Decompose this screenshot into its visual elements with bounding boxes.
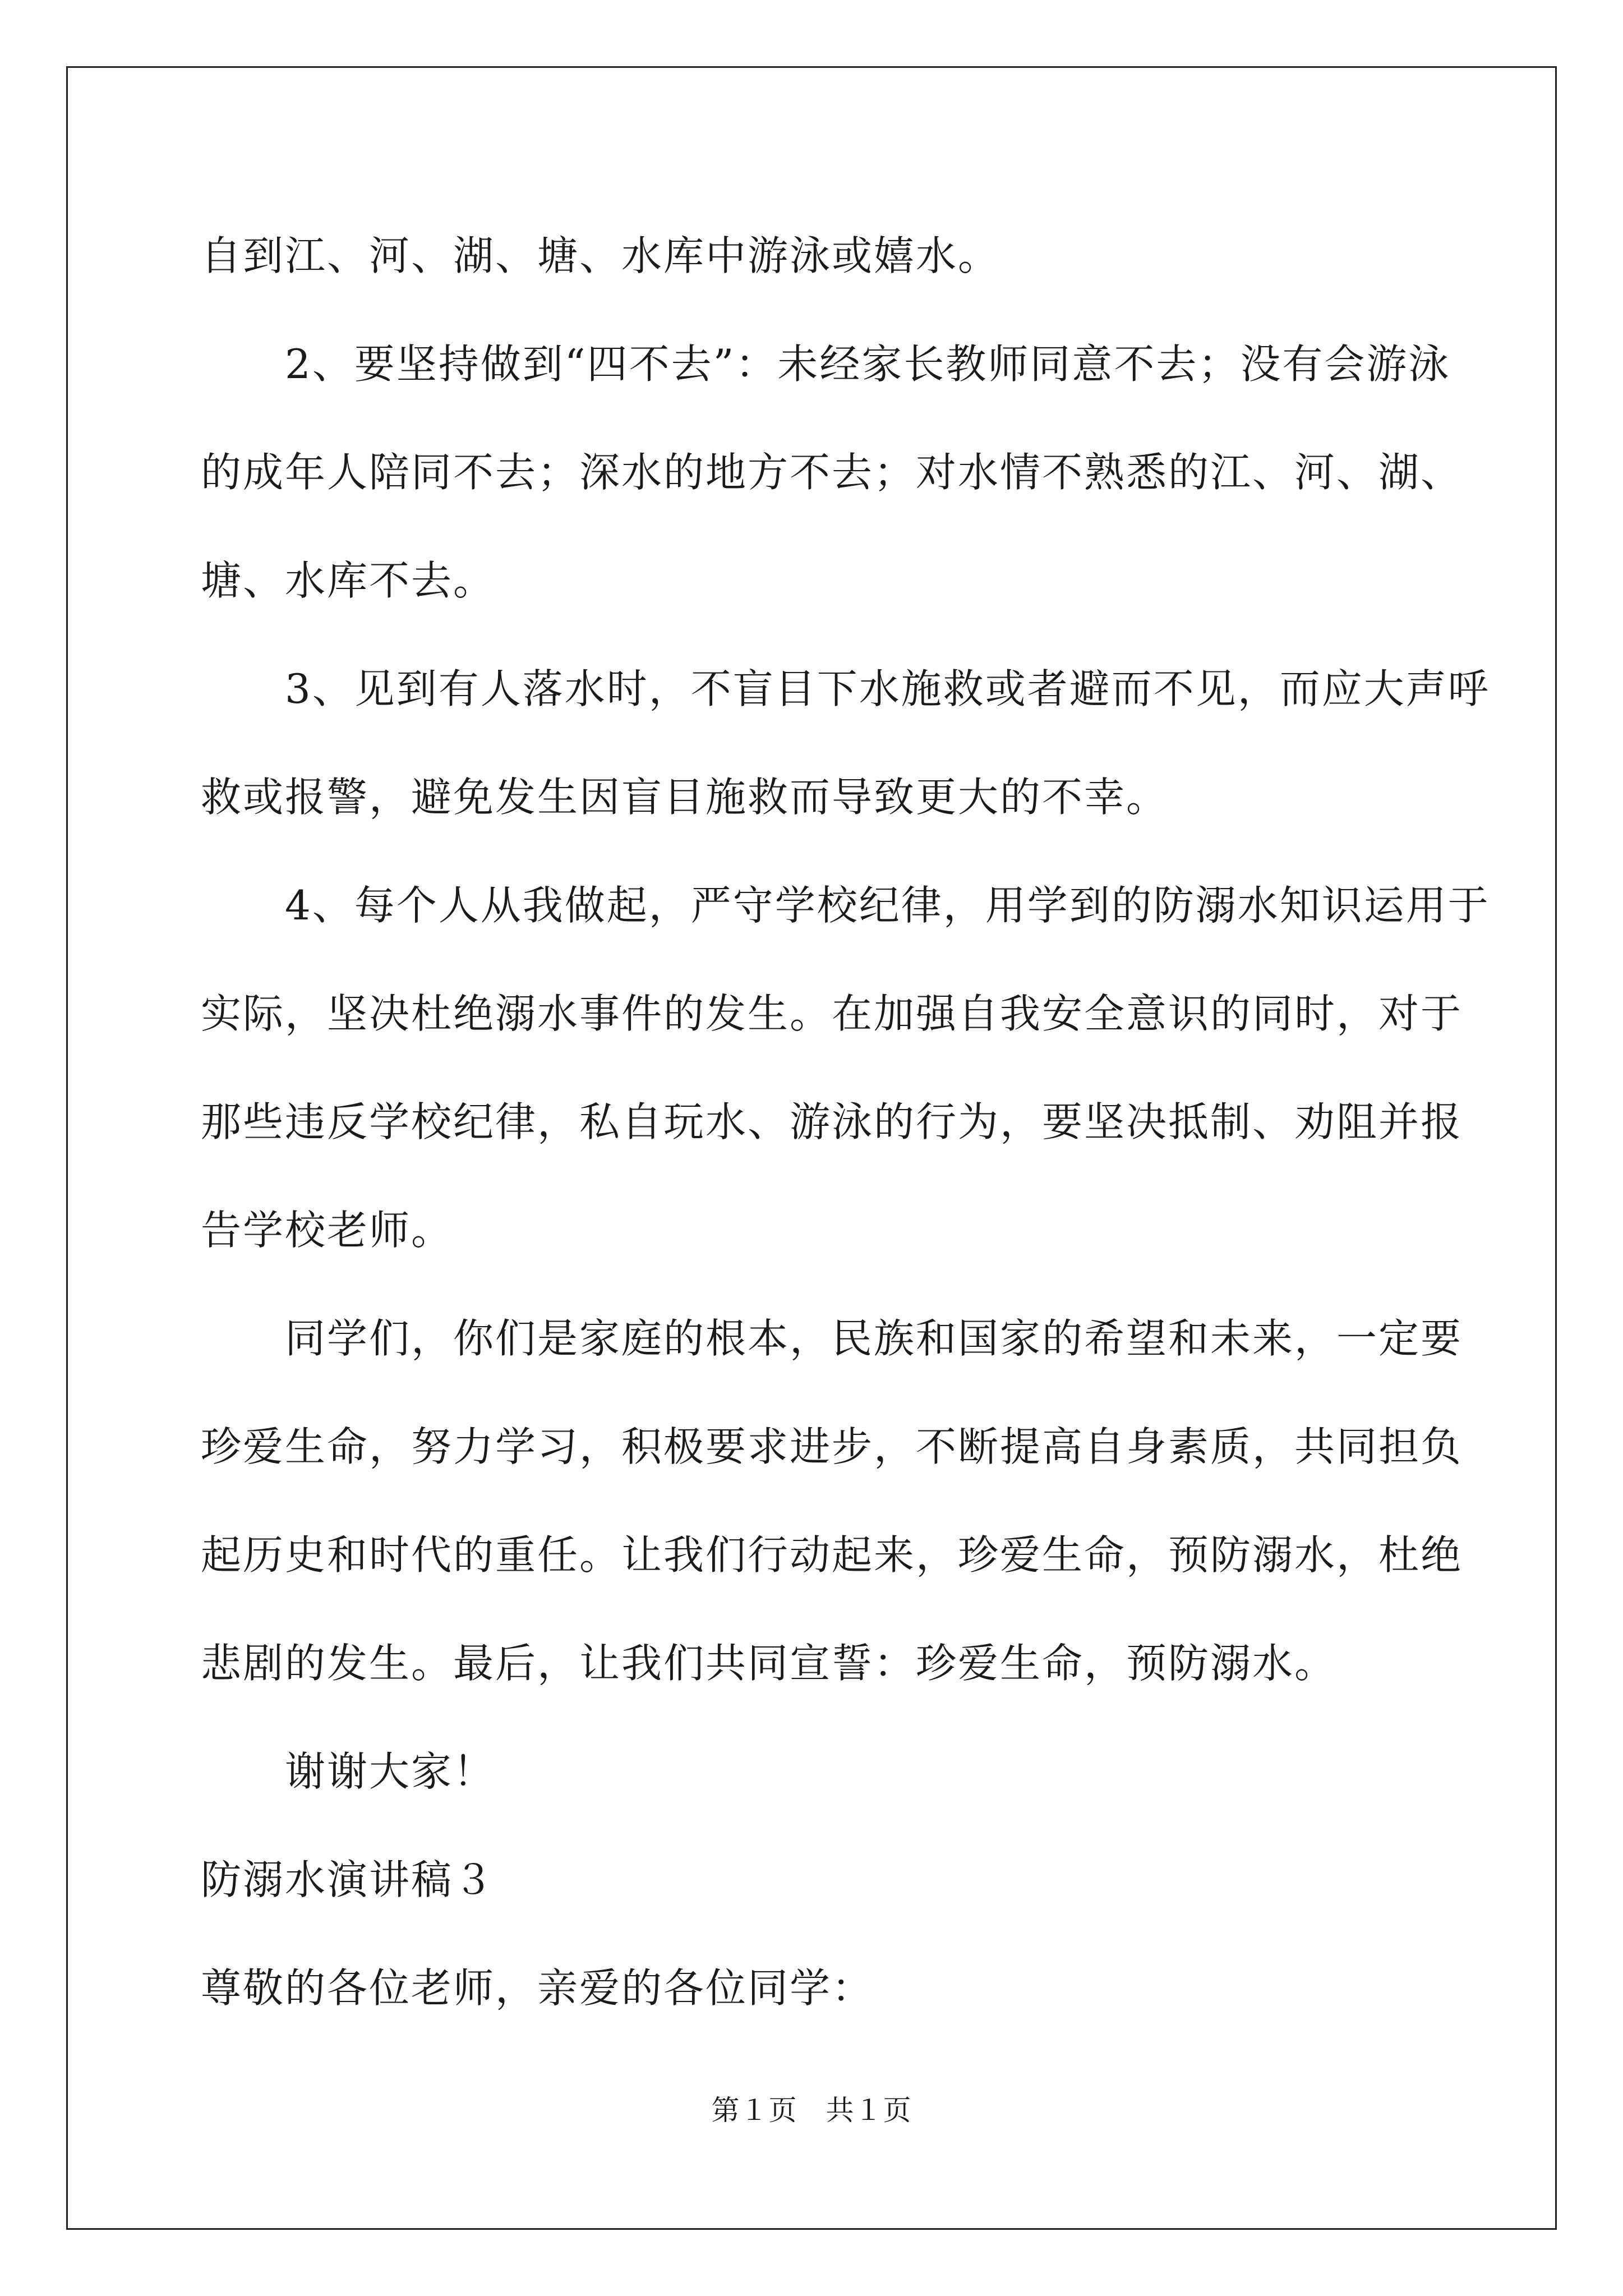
text-line: 3、见到有人落水时，不盲目下水施救或者避而不见，而应大声呼: [285, 665, 1490, 712]
text-line: 告学校老师。: [201, 1207, 454, 1254]
text-line: 救或报警，避免发生因盲目施救而导致更大的不幸。: [201, 774, 1169, 821]
text-line: 4、每个人从我做起，严守学校纪律，用学到的防溺水知识运用于: [285, 882, 1490, 929]
salutation: 尊敬的各位老师，亲爱的各位同学：: [201, 1964, 874, 2012]
document-body: [201, 202, 1490, 2042]
text-line: 塘、水库不去。: [201, 557, 496, 604]
text-line: 的成年人陪同不去；深水的地方不去；对水情不熟悉的江、河、湖、: [201, 449, 1463, 496]
page-number: 第１页 共１页: [711, 2094, 912, 2127]
text-line: 那些违反学校纪律，私自玩水、游泳的行为，要坚决抵制、劝阻并报: [201, 1098, 1463, 1145]
text-line: 实际，坚决杜绝溺水事件的发生。在加强自我安全意识的同时，对于: [201, 990, 1463, 1037]
text-line: 起历史和时代的重任。让我们行动起来，珍爱生命，预防溺水，杜绝: [201, 1531, 1463, 1579]
text-line: 珍爱生命，努力学习，积极要求进步，不断提高自身素质，共同担负: [201, 1423, 1463, 1470]
text-line: 谢谢大家！: [285, 1748, 496, 1795]
text-line: 同学们，你们是家庭的根本，民族和国家的希望和未来，一定要: [285, 1315, 1463, 1362]
section-title: 防溺水演讲稿３: [201, 1856, 496, 1903]
text-line: 自到江、河、湖、塘、水库中游泳或嬉水。: [201, 232, 1000, 279]
text-line: 悲剧的发生。最后，让我们共同宣誓：珍爱生命，预防溺水。: [201, 1640, 1337, 1687]
text-line: 2、要坚持做到“四不去”：未经家长教师同意不去；没有会游泳: [285, 341, 1451, 388]
